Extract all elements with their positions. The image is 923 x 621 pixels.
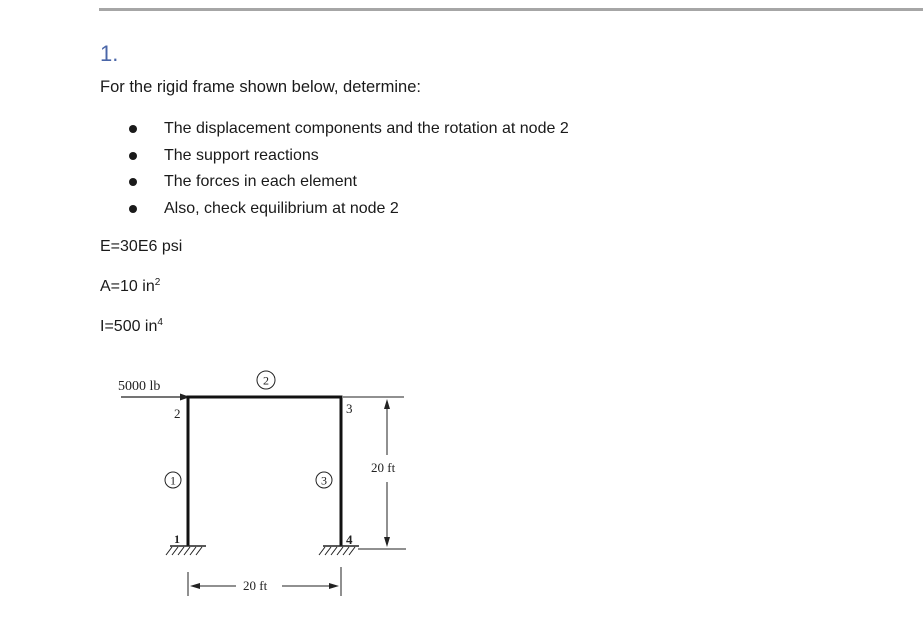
modulus-property: E=30E6 psi bbox=[100, 238, 183, 255]
question-number: 1. bbox=[100, 41, 119, 66]
left-fixed-support bbox=[166, 546, 206, 555]
height-dimension-label: 20 ft bbox=[371, 460, 396, 475]
element-label-2: 2 bbox=[263, 373, 269, 388]
element-label-3: 3 bbox=[321, 473, 327, 488]
inertia-exponent: 4 bbox=[157, 317, 163, 328]
node-label-4: 4 bbox=[346, 532, 353, 547]
right-fixed-support bbox=[319, 546, 359, 555]
task-text: The support reactions bbox=[164, 146, 319, 164]
inertia-property: I=500 $in^4$ bbox=[100, 317, 163, 335]
load-label: 5000 lb bbox=[118, 379, 161, 394]
area-property: A=10 $in^2$ bbox=[100, 277, 161, 295]
problem-intro: For the rigid frame shown below, determine: bbox=[100, 78, 421, 96]
element-label-1: 1 bbox=[170, 473, 176, 488]
node-label-1: 1 bbox=[174, 532, 180, 546]
area-exponent: 2 bbox=[154, 277, 161, 288]
task-text: Also, check equilibrium at node 2 bbox=[164, 199, 399, 217]
width-dimension-label: 20 ft bbox=[243, 578, 268, 593]
task-text: The forces in each element bbox=[164, 173, 357, 190]
node-label-3: 3 bbox=[346, 401, 353, 416]
node-label-2: 2 bbox=[174, 406, 181, 421]
task-text: The displacement components and the rotation at node 2 bbox=[164, 120, 569, 137]
